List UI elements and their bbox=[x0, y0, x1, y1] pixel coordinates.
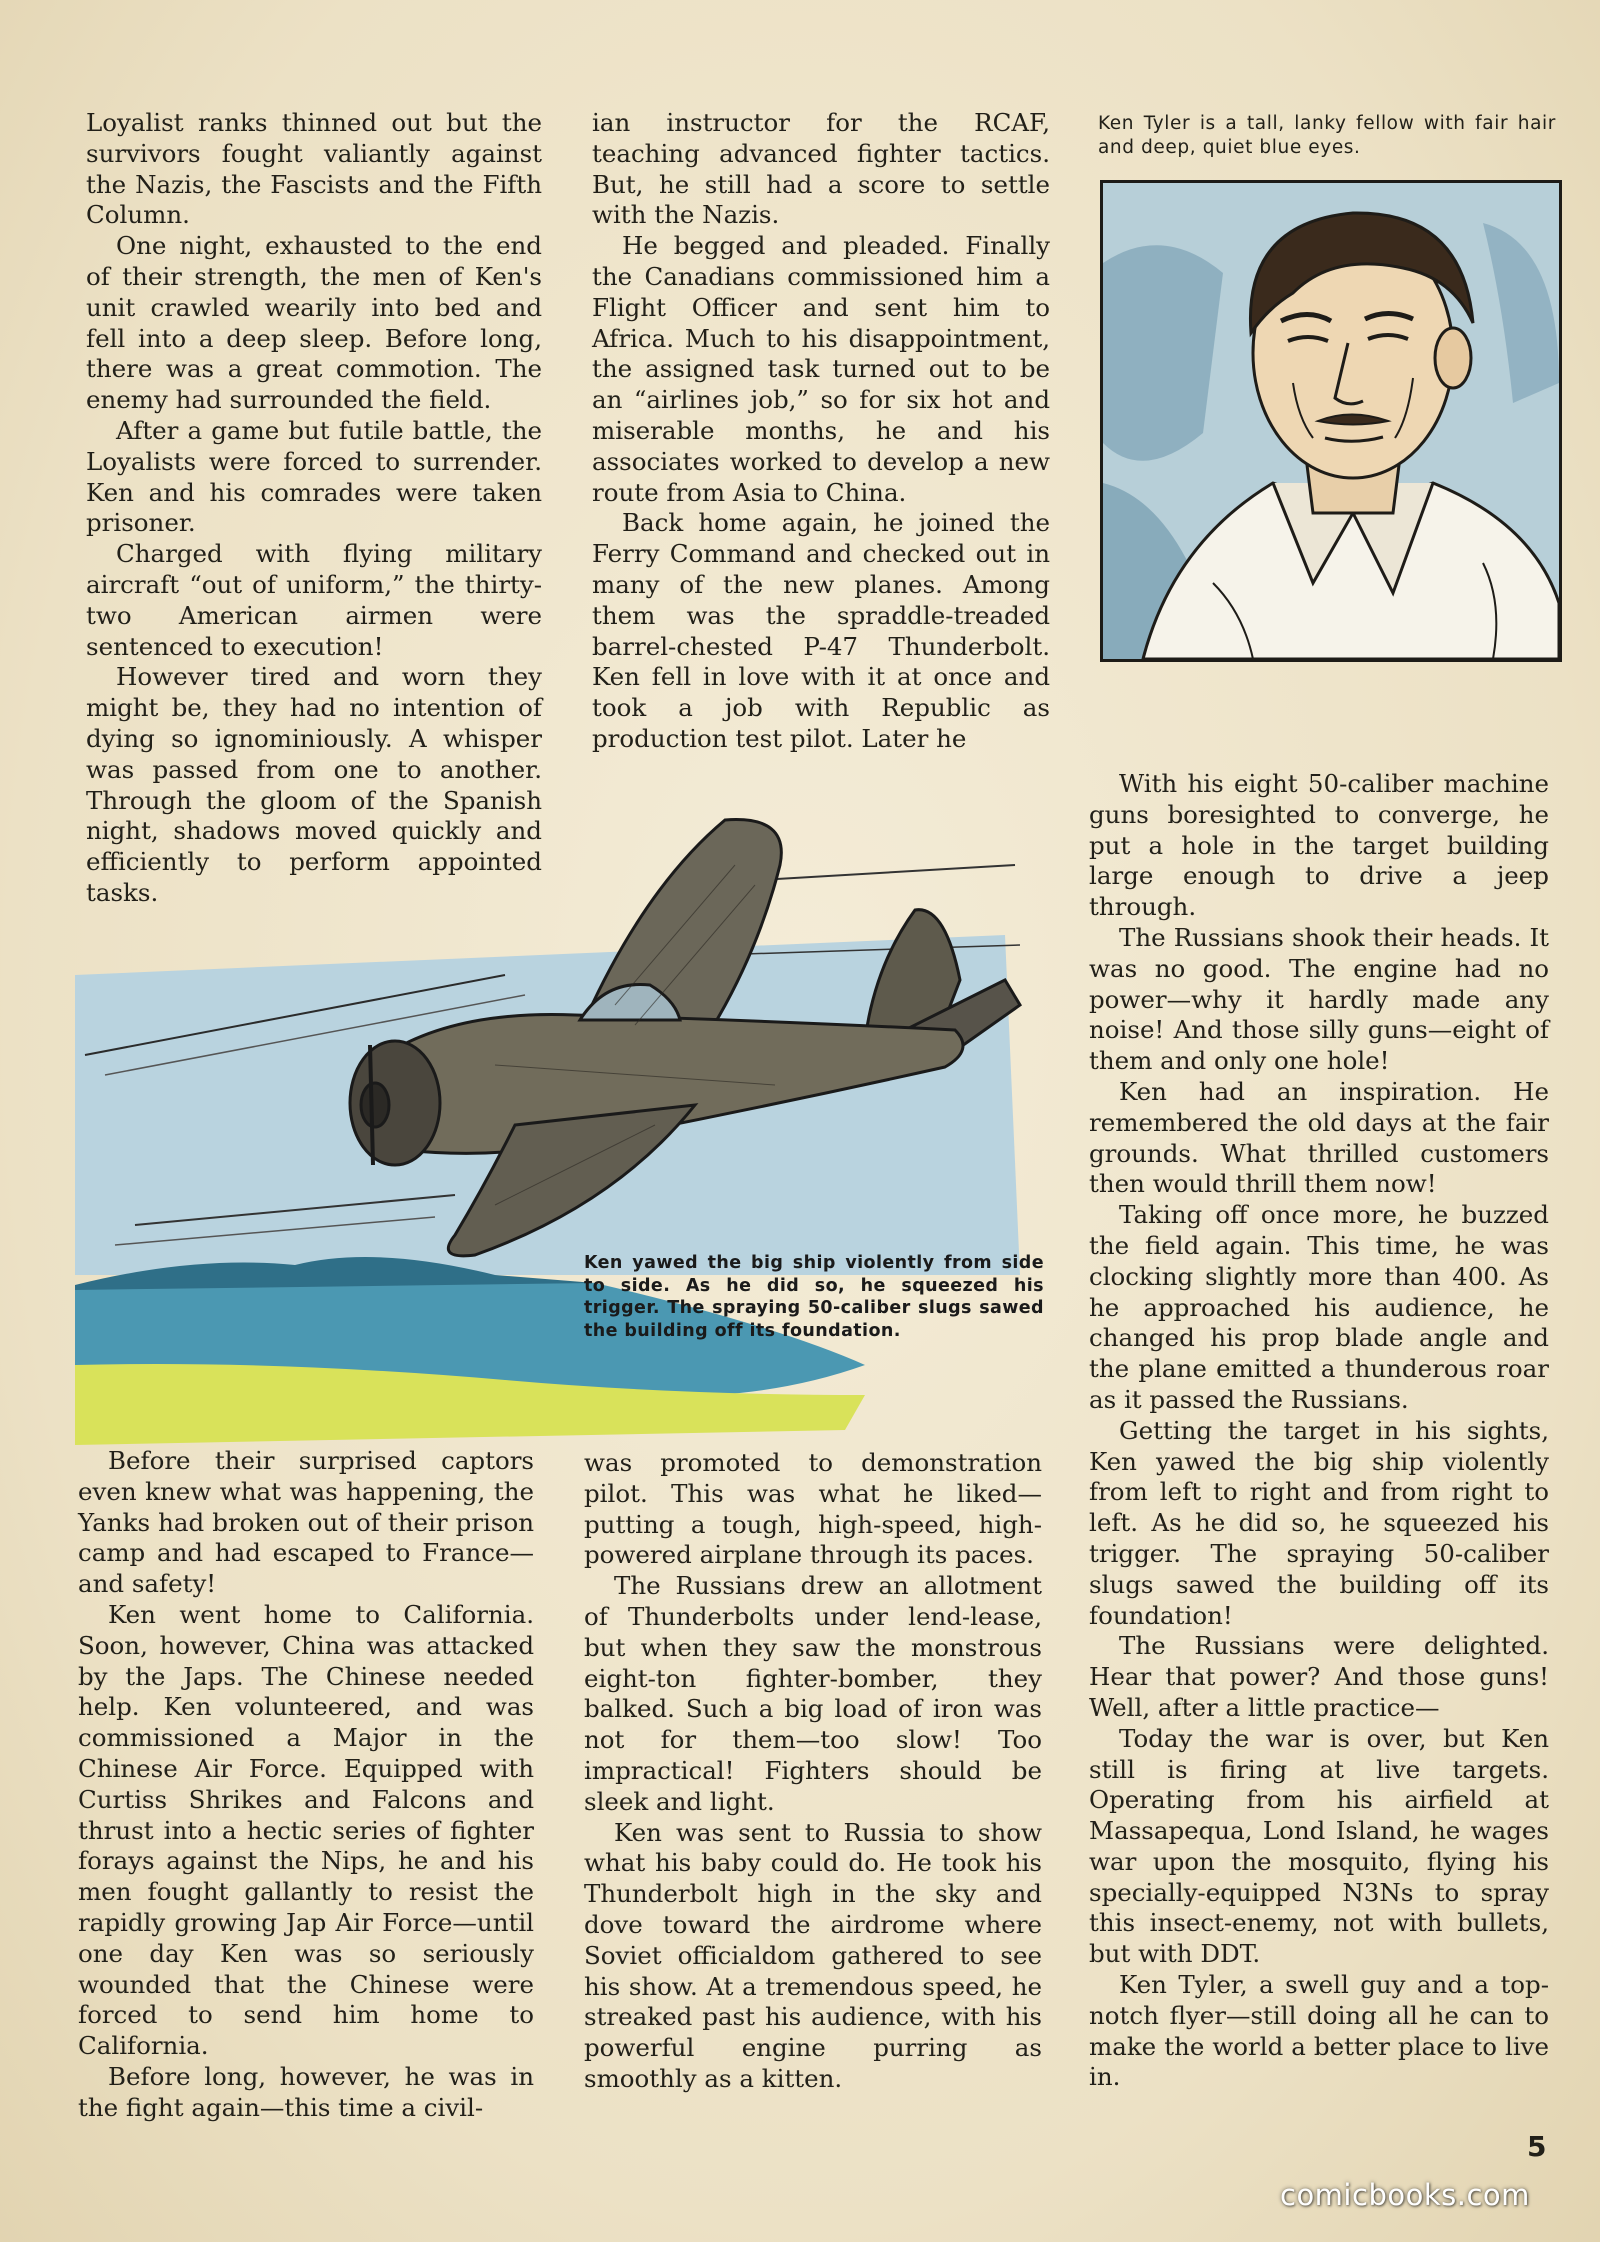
pilot-portrait-illustration bbox=[1100, 180, 1562, 662]
column-3 bbox=[1089, 769, 1549, 2093]
paragraph: Charged with flying military aircraft “out of uniform,” the thirty-two American airmen were sentenced to execution! bbox=[86, 539, 542, 661]
paragraph: However tired and worn they might be, they had no intention of dying so ignominiously. A whisper was passed from one to another. Through the gloom of the Spanish night, shadows moved quickly and efficiently to perform appointed tasks. bbox=[86, 662, 542, 907]
paragraph: was promoted to demonstration pilot. This was what he liked—putting a tough, high-speed, high-powered airplane through its paces. bbox=[584, 1448, 1042, 1570]
pilot-portrait-icon bbox=[1103, 183, 1559, 659]
column-2-bottom bbox=[584, 1448, 1042, 2095]
paragraph: The Russians shook their heads. It was no good. The engine had no power—why it hardly made any noise! And those silly guns—eight of them and only one hole! bbox=[1089, 922, 1549, 1076]
paragraph: Ken Tyler, a swell guy and a top-notch flyer—still doing all he can to make the world a better place to live in. bbox=[1089, 1970, 1549, 2092]
paragraph: Ken had an inspiration. He remembered the old days at the fair grounds. What thrilled customers then would thrill them now! bbox=[1089, 1076, 1549, 1199]
paragraph: Ken was sent to Russia to show what his baby could do. He took his Thunderbolt high in the sky and dove toward the airdrome where Soviet officialdom gathered to see his show. At a tremendous speed, he streaked past his audience, with his powerful engine purring as smoothly as a kitten. bbox=[584, 1817, 1042, 2093]
paragraph: Taking off once more, he buzzed the field again. This time, he was clocking slightly more than 400. As he approached his audience, he changed his prop blade angle and the plane emitted a thunderous roar as it passed the Russians. bbox=[1089, 1200, 1549, 1414]
plane-caption: Ken yawed the big ship violently from side to side. As he did so, he squeezed his trigger. The spraying 50-caliber slugs sawed the building off its foundation. bbox=[584, 1253, 1044, 1341]
paragraph: The Russians were delighted. Hear that power? And those guns! Well, after a little practice— bbox=[1089, 1631, 1549, 1722]
watermark: comicbooks.com bbox=[1280, 2178, 1530, 2212]
paragraph: Loyalist ranks thinned out but the survivors fought valiantly against the Nazis, the Fascists and the Fifth Column. bbox=[86, 108, 542, 230]
p47-thunderbolt-illustration bbox=[75, 805, 1050, 1445]
column-2-top bbox=[592, 108, 1050, 755]
paragraph: The Russians drew an allotment of Thunderbolts under lend-lease, but when they saw the monstrous eight-ton fighter-bomber, they balked. Such a big load of iron was not for them—too slow! Too impractical! Fighters should be sleek and light. bbox=[584, 1571, 1042, 1816]
paragraph: Today the war is over, but Ken still is firing at live targets. Operating from his airfield at Massapequa, Lond Island, he wages war upon the mosquito, flying his specially-equipped N3Ns to spray this insect-enemy, not with bullets, but with DDT. bbox=[1089, 1723, 1549, 1969]
page-number: 5 bbox=[1527, 2130, 1547, 2163]
paragraph: He begged and pleaded. Finally the Canadians commissioned him a Flight Officer and sent him to Africa. Much to his disappointment, the assigned task turned out to be an “airlines job,” so for six hot and miserable months, he and his associates worked to develop a new route from Asia to China. bbox=[592, 231, 1050, 507]
column-1-bottom bbox=[78, 1446, 534, 2124]
paragraph: One night, exhausted to the end of their strength, the men of Ken's unit crawled wearily into bed and fell into a deep sleep. Before long, there was a great commotion. The enemy had surrounded the field. bbox=[86, 231, 542, 415]
paragraph: ian instructor for the RCAF, teaching advanced fighter tactics. But, he still had a score to settle with the Nazis. bbox=[592, 108, 1050, 230]
airplane-icon bbox=[75, 805, 1050, 1445]
paragraph: Back home again, he joined the Ferry Command and checked out in many of the new planes. Among them was the spraddle-treaded barrel-chested P-47 Thunderbolt. Ken fell in love with it at once and took a job with Republic as production test pilot. Later he bbox=[592, 508, 1050, 753]
paragraph: Before their surprised captors even knew what was happening, the Yanks had broken out of their prison camp and had escaped to France—and safety! bbox=[78, 1446, 534, 1599]
column-1-top bbox=[86, 108, 542, 909]
portrait-caption: Ken Tyler is a tall, lanky fellow with fair hair and deep, quiet blue eyes. bbox=[1098, 113, 1556, 158]
paragraph: Ken went home to California. Soon, however, China was attacked by the Japs. The Chinese needed help. Ken volunteered, and was commissioned a Major in the Chinese Air Force. Equipped with Curtiss Shrikes and Falcons and thrust into a hectic series of fighter forays against the Nips, he and his men fought gallantly to resist the rapidly growing Jap Air Force—until one day Ken was so seriously wounded that the Chinese were forced to send him home to California. bbox=[78, 1599, 534, 2061]
paragraph: Getting the target in his sights, Ken yawed the big ship violently from left to right and from right to left. As he did so, he squeezed his trigger. The spraying 50-caliber slugs sawed the building off its foundation! bbox=[1089, 1415, 1549, 1630]
paragraph: Before long, however, he was in the fight again—this time a civil- bbox=[78, 2061, 534, 2122]
paragraph: With his eight 50-caliber machine guns boresighted to converge, he put a hole in the target building large enough to drive a jeep through. bbox=[1089, 769, 1549, 922]
paragraph: After a game but futile battle, the Loyalists were forced to surrender. Ken and his comrades were taken prisoner. bbox=[86, 415, 542, 538]
